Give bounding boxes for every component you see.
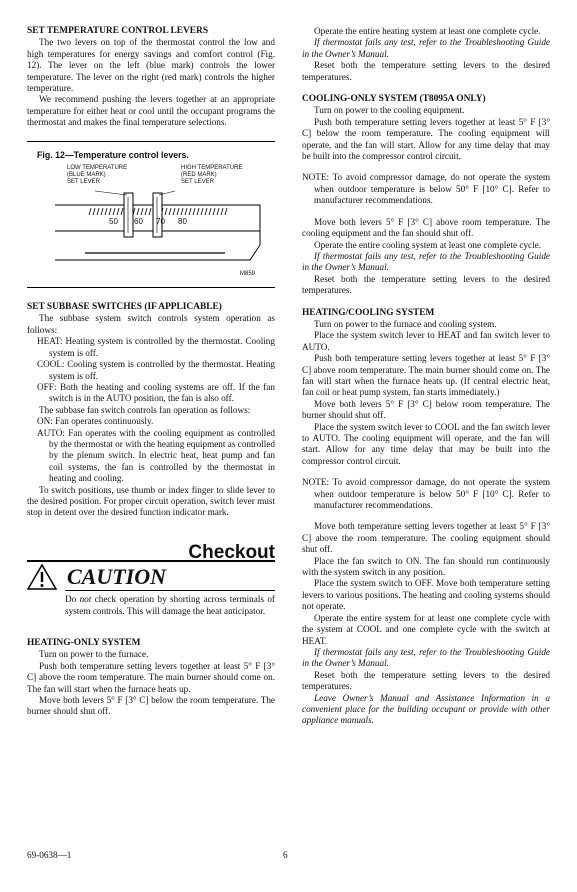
paragraph: Push both temperature setting levers together at least 5° F [3° C] above room temperature. The main burner should come on. The fan will start when the furnace heats up. (If central electric heat, fan coil or heat pump system, fan starts immediately.) <box>302 353 550 398</box>
paragraph: Operate the entire heating system at least one complete cycle. <box>314 26 541 36</box>
paragraph: Push both temperature setting levers together at least 5° F [3° C] above the room temperature. The main burner should come on. The fan will start when the furnace heats up. <box>27 660 275 694</box>
paragraph: Move both levers 5° F [3° C] below room temperature. The burner should shut off. <box>302 398 550 421</box>
paragraph: Reset both the temperature setting levers to the desired temperatures. <box>302 669 550 692</box>
paragraph: We recommend pushing the levers together at an appropriate temperature for either heat or cool until the occupant programs the thermostat and makes the final temperature selections. <box>27 94 275 128</box>
paragraph: Place the system switch lever to HEAT and fan switch lever to AUTO. <box>302 330 550 352</box>
paragraph: Operate the entire system for at least one complete cycle with the system at COOL and one complete cycle with the switch at HEAT. <box>302 612 550 646</box>
footer-doc-number: 69-0638—1 <box>27 850 72 860</box>
paragraph: The two levers on top of the thermostat control the low and high temperatures for energy savings and comfort control (Fig. 12). The lever on the left (blue mark) controls the lower temperature. The lever on the right (red mark) controls the higher temperature. <box>27 37 275 94</box>
paragraph: Place the fan switch to ON. The fan should run continuously with the system switch in any position. <box>302 555 550 578</box>
low-temperature-lever <box>124 193 133 237</box>
paragraph: Reset both the temperature setting levers to the desired temperatures. <box>302 60 550 82</box>
caution-title: CAUTION <box>67 564 167 590</box>
label-high-temperature-lever: HIGH TEMPERATURE (RED MARK) SET LEVER <box>181 165 243 186</box>
scale-label-50: 50 <box>109 217 118 227</box>
paragraph: If thermostat fails any test, refer to the Troubleshooting Guide in the Owner’s Manual. <box>302 646 550 669</box>
divider <box>27 141 275 142</box>
footer-page-number: 6 <box>283 850 288 860</box>
paragraph: Turn on power to the furnace. <box>39 649 149 660</box>
list-item-on: ON: Fan operates continuously. <box>37 416 154 427</box>
paragraph: To switch positions, use thumb or index finger to slide lever to the desired position. For proper circuit operation, switch lever must stop in detent over the desired function indicator mark. <box>27 484 275 518</box>
note-compressor-damage: NOTE: To avoid compressor damage, do not operate the system when outdoor temperature is below 50° F [10° C]. Refer to manufacturer recommendations. <box>302 172 550 206</box>
scale-label-80: 80 <box>178 217 187 227</box>
paragraph: Turn on power to the cooling equipment. <box>314 105 465 116</box>
paragraph: If thermostat fails any test, refer to the Troubleshooting Guide in the Owner’s Manual. <box>302 250 550 273</box>
high-temperature-lever <box>153 193 162 237</box>
caution-text: Do not check operation by shorting across terminals of system controls. This will damage the heat anticipator. <box>65 594 275 616</box>
scale-label-60: 60 <box>134 217 143 227</box>
right-column <box>302 26 550 727</box>
paragraph: Push both temperature setting levers together at least 5° F [3° C] below the room temperature. The cooling equipment will operate, and the fan will start. Allow for any time delay that may be built into the compressor control circuit. <box>302 116 550 162</box>
list-item-heat: HEAT: Heating system is controlled by the thermostat. Cooling system is off. <box>37 336 275 358</box>
paragraph: Operate the entire cooling system at least one complete cycle. <box>314 239 542 250</box>
paragraph: The subbase fan switch controls fan operation as follows: <box>39 404 251 415</box>
label-low-temperature-lever: LOW TEMPERATURE (BLUE MARK) SET LEVER <box>67 165 128 186</box>
note-compressor-damage: NOTE: To avoid compressor damage, do not operate the system when outdoor temperature is below 50° F [10° C]. Refer to manufacturer recommendations. <box>302 477 550 511</box>
heading-set-subbase-switches: SET SUBBASE SWITCHES (IF APPLICABLE) <box>27 302 222 313</box>
paragraph: The subbase system switch controls system operation as follows: <box>27 313 275 335</box>
figure-code: M859 <box>240 271 256 278</box>
paragraph: Move both temperature setting levers together at least 5° F [3° C] above the room temperature. The cooling equipment should shut off. <box>302 521 550 555</box>
paragraph: Place the system switch lever to COOL and the fan switch lever to AUTO. The cooling equipment will operate, and the fan will start. Allow for any time delay that may be built into the compressor control circuit. <box>302 421 550 466</box>
paragraph: Move both levers 5° F [3° C] below the room temperature. The burner should shut off. <box>27 695 275 717</box>
caution-header <box>27 564 275 590</box>
paragraph: Turn on power to the furnace and cooling system. <box>314 318 497 329</box>
paragraph: Reset both the temperature setting levers to the desired temperatures. <box>302 273 550 296</box>
warning-triangle-icon <box>27 564 57 590</box>
divider <box>65 590 275 591</box>
figure-caption: Fig. 12—Temperature control levers. <box>37 149 189 160</box>
list-item-cool: COOL: Cooling system is controlled by the thermostat. Heating system is off. <box>37 359 275 381</box>
heading-heating-only-system: HEATING-ONLY SYSTEM <box>27 638 141 648</box>
section-title-checkout: Checkout <box>188 541 275 563</box>
heading-cooling-only-system: COOLING-ONLY SYSTEM (T8095A ONLY) <box>302 94 486 105</box>
heading-heating-cooling-system: HEATING/COOLING SYSTEM <box>302 307 435 318</box>
scale-label-70: 70 <box>156 217 165 227</box>
paragraph: Leave Owner’s Manual and Assistance Information in a convenient place for the building occupant or provide with other appliance manuals. <box>302 692 550 726</box>
paragraph: Place the system switch to OFF. Move both temperature setting levers to various positions. The heating and cooling systems should not operate. <box>302 578 550 612</box>
paragraph: Move both levers 5° F [3° C] above room temperature. The cooling equipment and the fan should shut off. <box>302 216 550 239</box>
list-item-off: OFF: Both the heating and cooling systems are off. If the fan switch is in the AUTO position, the fan is also off. <box>37 381 275 404</box>
list-item-auto: AUTO: Fan operates with the cooling equipment as controlled by the thermostat or with the heating equipment as controlled by the plenum switch. In electric heat, heat pump and fan coil systems, the fan is controlled by the thermostat in heating and cooling. <box>37 427 275 484</box>
left-column <box>27 26 275 718</box>
divider <box>27 287 275 288</box>
paragraph: If thermostat fails any test, refer to the Troubleshooting Guide in the Owner’s Manual. <box>302 37 550 59</box>
heading-set-temperature-levers: SET TEMPERATURE CONTROL LEVERS <box>27 26 209 36</box>
figure-temperature-levers <box>45 165 275 283</box>
